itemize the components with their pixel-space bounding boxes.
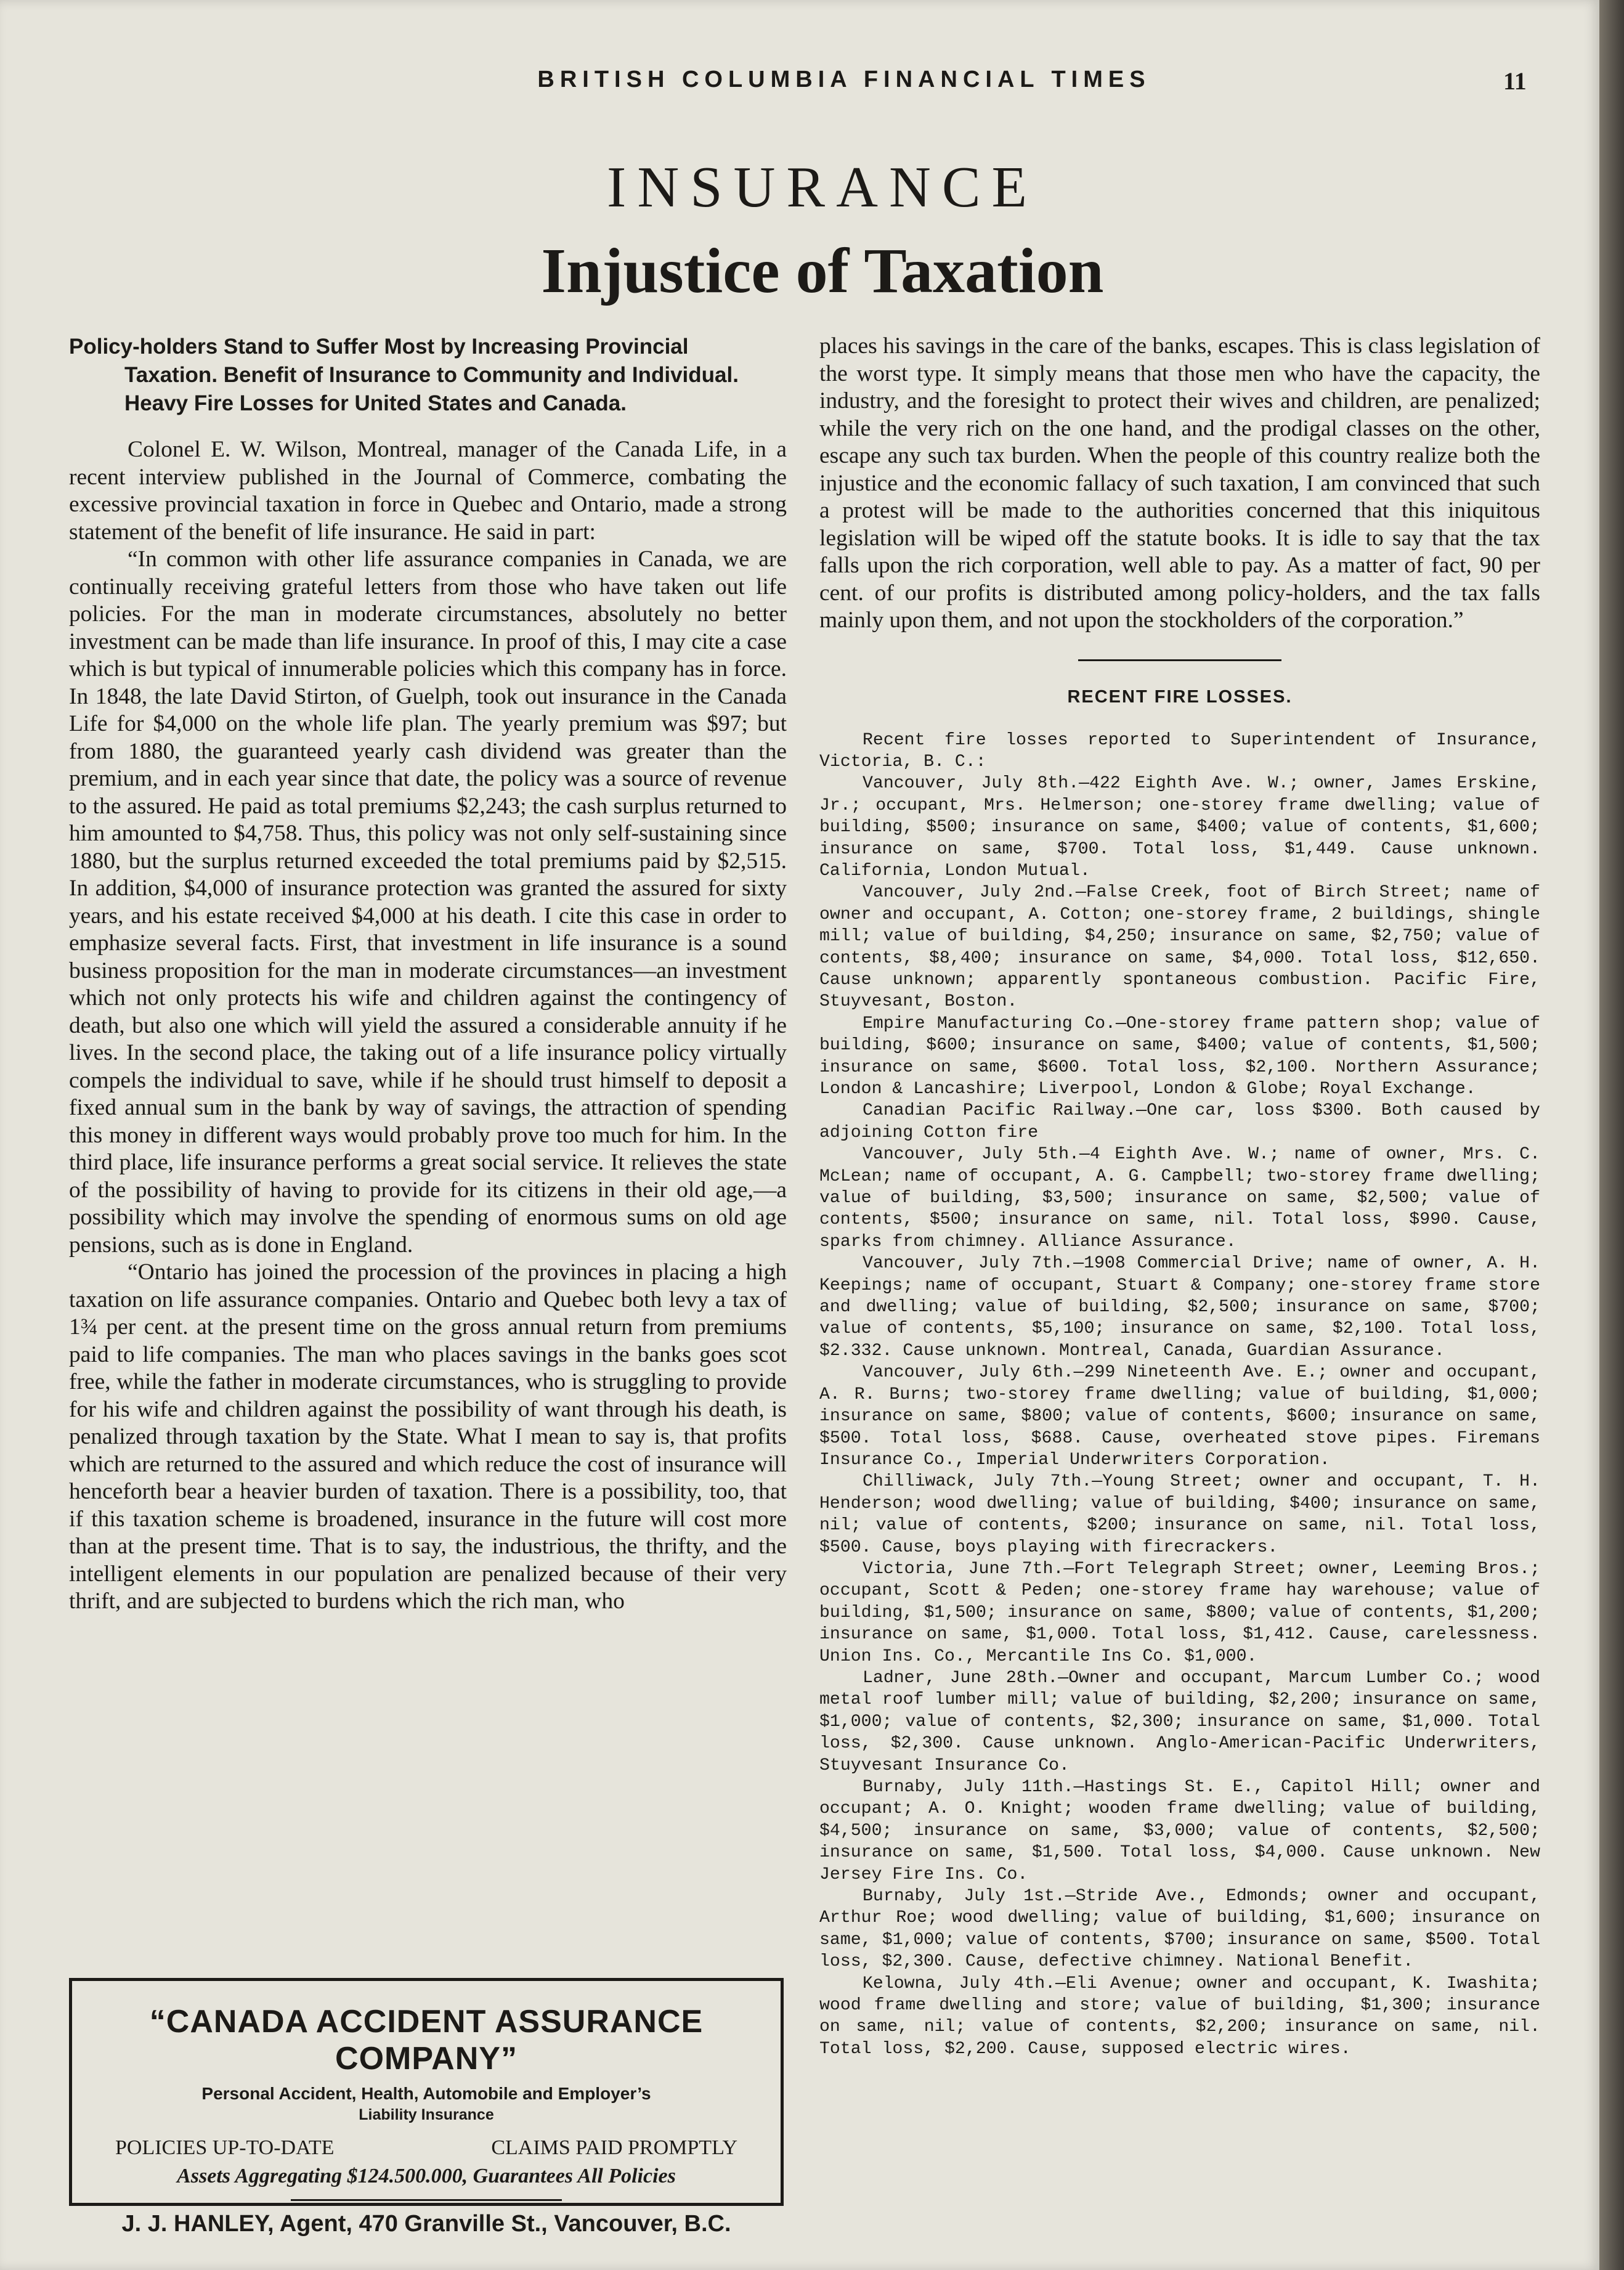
fire-loss-entry: Vancouver, July 2nd.—False Creek, foot of Birch Street; name of owner and occupant, A. Cotton; one-storey frame, 2 buildings, shingle mill; value of building, $4,250; insurance on same, $2,750; value of contents, $8,400; insurance on same, $4,000. Total loss, $12,650. Cause unknown; apparently spontaneous combustion. Pacific Fire, Stuyvesant, Boston. [819, 883, 1540, 1012]
article-deck: Policy-holders Stand to Suffer Most by Increasing Provincial Taxation. Benefit of Insurance to Community and Individual. Heavy Fire Losses for United States and Canada. [69, 335, 739, 415]
fire-loss-entry: Vancouver, July 8th.—422 Eighth Ave. W.; owner, James Erskine, Jr.; occupant, Mrs. Helmerson; one-storey frame dwelling; value of building, $500; insurance on same, $400; value of contents, $1,600; insurance on same, $700. Total loss, $1,449. Cause unknown. California, London Mutual. [819, 774, 1540, 881]
advert-policies: POLICIES UP-TO-DATE [115, 2136, 335, 2159]
fire-loss-entry: Vancouver, July 5th.—4 Eighth Ave. W.; name of owner, Mrs. C. McLean; name of occupant, A. G. Campbell; two-storey frame dwelling; value of building, $3,500; insurance on same, $2,500; value of contents, $500; insurance on same, nil. Total loss, $990. Cause, sparks from chimney. Alliance Assurance. [819, 1145, 1540, 1251]
article-paragraph: Colonel E. W. Wilson, Montreal, manager of the Canada Life, in a recent interview published in the Journal of Commerce, combating the excessive provincial taxation in force in Quebec and Ontario, made a strong statement of the benefit of life insurance. He said in part: [69, 437, 787, 545]
article-continuation [819, 333, 1540, 635]
section-divider [1078, 659, 1281, 661]
fire-loss-entry: Kelowna, July 4th.—Eli Avenue; owner and occupant, K. Iwashita; wood frame dwelling and store; value of building, $1,300; insurance on same, nil; value of contents, $2,200; insurance on same, nil. Total loss, $2,200. Cause, supposed electric wires. [819, 1974, 1540, 2059]
running-head: BRITISH COLUMBIA FINANCIAL TIMES [537, 67, 1151, 92]
section-title: INSURANCE [607, 155, 1038, 219]
article-paragraph: “In common with other life assurance companies in Canada, we are continually receiving grateful letters from those who have taken out life policies. For the man in moderate circumstances, absolutely no better investment can be made than life insurance. In proof of this, I may cite a case which is but typical of innumerable policies which this company has in force. In 1848, the late David Stirton, of Guelph, took out insurance in the Canada Life for $4,000 on the whole life plan. The yearly premium was $97; but from 1880, the guaranteed yearly cash dividend was greater than the premium, and in each year since that date, the policy was a source of revenue to the assured. He paid as total premiums $2,243; the cash surplus returned to him amounted to $4,758. Thus, this policy was not only self-sustaining since 1880, but the surplus returned exceeded the total premiums paid by $2,515. In addition, $4,000 of insurance protection was granted the assured for sixty years, and his estate received $4,000 at his death. I cite this case in order to emphasize several facts. First, that investment in life insurance is a sound business proposition for the man in moderate circumstances—an investment which not only protects his wife and children against the contingency of death, but also one which will yield the assured a considerable annuity if he lives. In the second place, the taking out of a life insurance policy virtually compels the individual to save, while if he should trust himself to deposit a fixed annual sum in the bank by way of savings, the attraction of spending this money in different ways would probably prove too much for him. In the third place, life insurance performs a great social service. It relieves the state of the possibility of having to provide for its citizens in their old age,—a possibility which may involve the spending of enormous sums on old age pensions, such as is done in England. [69, 547, 787, 1258]
fire-loss-entry: Ladner, June 28th.—Owner and occupant, Marcum Lumber Co.; wood metal roof lumber mill; value of building, $2,200; insurance on same, $1,000; value of contents, $2,300; insurance on same, $1,000. Total loss, $2,300. Cause unknown. Anglo-American-Pacific Underwriters, Stuyvesant Insurance Co. [819, 1668, 1540, 1775]
article-paragraph: places his savings in the care of the banks, escapes. This is class legislation of the worst type. It simply means that those men who have the capacity, the industry, and the foresight to protect their wives and children, are penalized; while the very rich on the one hand, and the prodigal classes on the other, escape any such tax burden. When the people of this country realize both the injustice and the economic fallacy of such taxation, I am convinced that such a protest will be made to the authorities concerned that this iniquitous legislation will be wiped off the statute books. It is idle to say that the tax falls upon the rich corporation, well able to pay. As a matter of fact, 90 per cent. of our profits is distributed among policy-holders, and the tax falls mainly upon them, and not upon the stockholders of the corporation.” [819, 333, 1540, 633]
headline: Injustice of Taxation [541, 235, 1104, 306]
fire-loss-entry: Burnaby, July 11th.—Hastings St. E., Capitol Hill; owner and occupant; A. O. Knight; wooden frame dwelling; value of building, $4,500; insurance on same, $3,000; value of contents, $2,500; insurance on same, $1,500. Total loss, $4,000. Cause unknown. New Jersey Fire Ins. Co. [819, 1778, 1540, 1884]
fire-loss-entry: Vancouver, July 7th.—1908 Commercial Drive; name of owner, A. H. Keepings; name of occupant, Stuart & Company; one-storey frame store and dwelling; value of building, $2,500; insurance on same, $700; value of contents, $5,100; insurance on same, $2,100. Total loss, $2.332. Cause unknown. Montreal, Canada, Guardian Assurance. [819, 1254, 1540, 1361]
advert-company-name: “CANADA ACCIDENT ASSURANCE COMPANY” [149, 2004, 704, 2077]
advert-lines: Personal Accident, Health, Automobile and Employer’s [201, 2084, 651, 2103]
article-paragraph: “Ontario has joined the procession of the provinces in placing a high taxation on life assurance companies. Ontario and Quebec both levy a tax of 1¾ per cent. at the present time on the gross annual return from premiums paid to life companies. The man who places savings in the banks goes scot free, while the father in moderate circumstances, who is struggling to provide for his wife and children against the possibility of want through his death, is penalized through taxation by the State. What I mean to say is, that profits which are returned to the assured and which reduce the cost of insurance will henceforth bear a heavier burden of taxation. There is a possibility, too, that if this taxation scheme is broadened, insurance in the future will cost more than at the present time. That is to say, the industrious, the thrifty, and the intelligent elements in our population are penalized because of their very thrift, and are subjected to burdens which the rich man, who [69, 1259, 787, 1614]
advert-divider [291, 2199, 562, 2201]
fire-loss-entry: Vancouver, July 6th.—299 Nineteenth Ave. E.; owner and occupant, A. R. Burns; two-storey frame dwelling; value of building, $1,000; insurance on same, $800; value of contents, $600; insurance on same, $500. Total loss, $688. Cause, overheated stove pipes. Firemans Insurance Co., Imperial Underwriters Corporation. [819, 1363, 1540, 1470]
article-body [69, 436, 787, 1616]
advert-assets: Assets Aggregating $124.500.000, Guarantees All Policies [177, 2165, 676, 2187]
fire-loss-entry: Canadian Pacific Railway.—One car, loss $300. Both caused by adjoining Cotton fire [819, 1101, 1540, 1142]
page-number: 11 [1503, 67, 1527, 95]
fire-loss-entry: Victoria, June 7th.—Fort Telegraph Street; owner, Leeming Bros.; occupant, Scott & Peden; one-storey frame hay warehouse; value of building, $1,500; insurance on same, $800; value of contents, $1,200; insurance on same, $1,000. Total loss, $1,412. Cause, carelessness. Union Ins. Co., Mercantile Ins Co. $1,000. [819, 1559, 1540, 1666]
fire-loss-entry: Recent fire losses reported to Superintendent of Insurance, Victoria, B. C.: [819, 730, 1540, 771]
binding-edge [1599, 0, 1624, 2270]
advert-policy-row [72, 2136, 781, 2160]
left-column [69, 333, 787, 1616]
fire-losses-list [819, 730, 1540, 2060]
advert-agent: J. J. HANLEY, Agent, 470 Granville St., Vancouver, B.C. [121, 2211, 731, 2237]
canada-accident-advert [69, 1978, 784, 2237]
fire-loss-entry: Empire Manufacturing Co.—One-storey frame pattern shop; value of building, $600; insurance on same, $400; value of contents, $1,500; insurance on same, $600. Total loss, $2,100. Northern Assurance; London & Lancashire; Liverpool, London & Globe; Royal Exchange. [819, 1014, 1540, 1099]
fire-losses-heading: RECENT FIRE LOSSES. [1067, 686, 1293, 707]
advert-claims: CLAIMS PAID PROMPTLY [491, 2136, 737, 2159]
right-column [819, 333, 1540, 2060]
fire-loss-entry: Chilliwack, July 7th.—Young Street; owner and occupant, T. H. Henderson; wood dwelling; value of building, $400; insurance on same, nil; value of contents, $200; insurance on same, nil. Total loss, $500. Cause, boys playing with firecrackers. [819, 1472, 1540, 1557]
advert-lines-2: Liability Insurance [359, 2106, 494, 2123]
fire-loss-entry: Burnaby, July 1st.—Stride Ave., Edmonds; owner and occupant, Arthur Roe; wood dwelling; value of building, $1,600; insurance on same, $1,000; value of contents, $700; insurance on same, $500. Total loss, $2,300. Cause, defective chimney. National Benefit. [819, 1887, 1540, 1972]
